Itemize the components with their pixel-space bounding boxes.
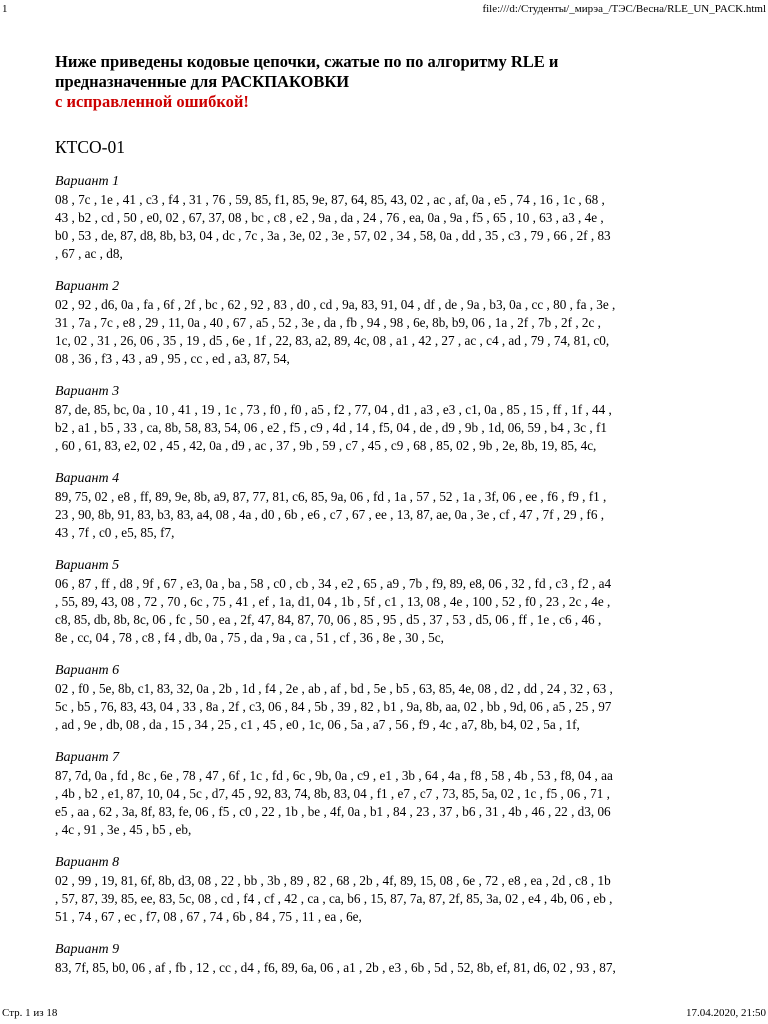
code-line: 02 , 92 , d6, 0a , fa , 6f , 2f , bc , 62 , 92 , 83 , d0 , cd , 9a, 83, 91, 04 , df , de , 9a , b3, 0a , cc , 80 , fa , 3e , bbox=[55, 297, 616, 312]
page-info: Стр. 1 из 18 bbox=[2, 1007, 58, 1019]
file-path: file:///d:/Студенты/_мирэа_/ТЭС/Весна/RLE_UN_PACK.html bbox=[482, 3, 766, 15]
title-warning: с исправленной ошибкой! bbox=[55, 92, 249, 111]
code-line: 08 , 36 , f3 , 43 , a9 , 95 , cc , ed , a3, 87, 54, bbox=[55, 351, 290, 366]
code-line: c8, 85, db, 8b, 8c, 06 , fc , 50 , ea , 2f, 47, 84, 87, 70, 06 , 85 , 95 , d5 , 37 , 53 , d5, 06 , ff , 1e , c6 , 46 , bbox=[55, 612, 602, 627]
variant-codes bbox=[55, 296, 715, 368]
variant-block bbox=[55, 383, 715, 455]
code-line: 5c , b5 , 76, 83, 43, 04 , 33 , 8a , 2f , c3, 06 , 84 , 5b , 39 , 82 , b1 , 9a, 8b, aa, 02 , bb , 9d, 06 , a5 , 25 , 97 bbox=[55, 699, 612, 714]
variant-codes bbox=[55, 767, 715, 839]
variant-codes bbox=[55, 575, 715, 647]
code-line: 08 , 7c , 1e , 41 , c3 , f4 , 31 , 76 , 59, 85, f1, 85, 9e, 87, 64, 85, 43, 02 , ac , af, 0a , e5 , 74 , 16 , 1c , 68 , bbox=[55, 192, 605, 207]
variant-codes bbox=[55, 959, 715, 977]
variant-label: Вариант 7 bbox=[55, 750, 120, 765]
document-content bbox=[55, 52, 715, 992]
variants-list bbox=[55, 173, 715, 977]
code-line: 31 , 7a , 7c , e8 , 29 , 11, 0a , 40 , 67 , a5 , 52 , 3e , da , fb , 94 , 98 , 6e, 8b, b9, 06 , 1a , 2f , 7b , 2f , 2c , bbox=[55, 315, 601, 330]
variant-codes bbox=[55, 872, 715, 926]
print-footer bbox=[0, 1006, 768, 1020]
code-line: , 67 , ac , d8, bbox=[55, 246, 123, 261]
variant-label: Вариант 4 bbox=[55, 471, 120, 486]
variant-label: Вариант 2 bbox=[55, 279, 120, 294]
code-line: 23 , 90, 8b, 91, 83, b3, 83, a4, 08 , 4a , d0 , 6b , e6 , c7 , 67 , ee , 13, 87, ae, 0a , 3e , cf , 47 , 7f , 29 , f6 , bbox=[55, 507, 605, 522]
variant-block bbox=[55, 557, 715, 647]
page-number: 1 bbox=[2, 3, 8, 15]
code-line: , 57, 87, 39, 85, ee, 83, 5c, 08 , cd , f4 , cf , 42 , ca , ca, b6 , 15, 87, 7a, 87, 2f, 85, 3a, 02 , e4 , 4b, 06 , eb , bbox=[55, 891, 613, 906]
code-line: 87, de, 85, bc, 0a , 10 , 41 , 19 , 1c , 73 , f0 , f0 , a5 , f2 , 77, 04 , d1 , a3 , e3 , c1, 0a , 85 , 15 , ff , 1f , 44 , bbox=[55, 402, 612, 417]
variant-block bbox=[55, 941, 715, 977]
variant-codes bbox=[55, 488, 715, 542]
code-line: 1c, 02 , 31 , 26, 06 , 35 , 19 , d5 , 6e , 1f , 22, 83, a2, 89, 4c, 08 , a1 , 42 , 27 , ac , c4 , ad , 79 , 74, 81, c0, bbox=[55, 333, 610, 348]
code-line: , 4b , b2 , e1, 87, 10, 04 , 5c , d7, 45 , 92, 83, 74, 8b, 83, 04 , f1 , e7 , c7 , 73, 85, 5a, 02 , 1c , f5 , 06 , 71 , bbox=[55, 786, 610, 801]
code-line: , 55, 89, 43, 08 , 72 , 70 , 6c , 75 , 41 , ef , 1a, d1, 04 , 1b , 5f , c1 , 13, 08 , 4e , 100 , 52 , f0 , 23 , 2c , 4e , bbox=[55, 594, 611, 609]
variant-codes bbox=[55, 191, 715, 263]
code-line: , 60 , 61, 83, e2, 02 , 45 , 42, 0a , d9 , ac , 37 , 9b , 59 , c7 , 45 , c9 , 68 , 85, 02 , 9b , 2e, 8b, 19, 85, 4c, bbox=[55, 438, 597, 453]
code-line: 43 , b2 , cd , 50 , e0, 02 , 67, 37, 08 , bc , c8 , e2 , 9a , da , 24 , 76 , ea, 0a , 9a , f5 , 65 , 10 , 63 , a3 , 4e , bbox=[55, 210, 604, 225]
print-header bbox=[0, 2, 768, 16]
variant-codes bbox=[55, 680, 715, 734]
variant-block bbox=[55, 278, 715, 368]
variant-block bbox=[55, 749, 715, 839]
variant-label: Вариант 5 bbox=[55, 558, 120, 573]
variant-label: Вариант 3 bbox=[55, 384, 120, 399]
variant-label: Вариант 6 bbox=[55, 663, 120, 678]
code-line: b2 , a1 , b5 , 33 , ca, 8b, 58, 83, 54, 06 , e2 , f5 , c9 , 4d , 14 , f5, 04 , de , d9 , 9b , 1d, 06, 59 , b4 , 3c , f1 bbox=[55, 420, 607, 435]
code-line: b0 , 53 , de, 87, d8, 8b, b3, 04 , dc , 7c , 3a , 3e, 02 , 3e , 57, 02 , 34 , 58, 0a , dd , 35 , c3 , 79 , 66 , 2f , 83 bbox=[55, 228, 611, 243]
section-title: КТСО-01 bbox=[55, 137, 125, 157]
page-title bbox=[55, 52, 715, 112]
code-line: 06 , 87 , ff , d8 , 9f , 67 , e3, 0a , ba , 58 , c0 , cb , 34 , e2 , 65 , a9 , 7b , f9, 89, e8, 06 , 32 , fd , c3 , f2 , a4 bbox=[55, 576, 612, 591]
variant-block bbox=[55, 662, 715, 734]
code-line: 87, 7d, 0a , fd , 8c , 6e , 78 , 47 , 6f , 1c , fd , 6c , 9b, 0a , c9 , e1 , 3b , 64 , 4a , f8 , 58 , 4b , 53 , f8, 04 , aa bbox=[55, 768, 613, 783]
print-datetime: 17.04.2020, 21:50 bbox=[685, 1007, 766, 1019]
code-line: e5 , aa , 62 , 3a, 8f, 83, fe, 06 , f5 , c0 , 22 , 1b , be , 4f, 0a , b1 , 84 , 23 , 37 , b6 , 31 , 4b , 46 , 22 , d3, 06 bbox=[55, 804, 611, 819]
variant-label: Вариант 1 bbox=[55, 174, 120, 189]
code-line: 89, 75, 02 , e8 , ff, 89, 9e, 8b, a9, 87, 77, 81, c6, 85, 9a, 06 , fd , 1a , 57 , 52 , 1a , 3f, 06 , ee , f6 , f9 , f1 , bbox=[55, 489, 607, 504]
code-line: 02 , f0 , 5e, 8b, c1, 83, 32, 0a , 2b , 1d , f4 , 2e , ab , af , bd , 5e , b5 , 63, 85, 4e, 08 , d2 , dd , 24 , 32 , 63 , bbox=[55, 681, 613, 696]
variant-codes bbox=[55, 401, 715, 455]
code-line: 02 , 99 , 19, 81, 6f, 8b, d3, 08 , 22 , bb , 3b , 89 , 82 , 68 , 2b , 4f, 89, 15, 08 , 6e , 72 , e8 , ea , 2d , c8 , 1b bbox=[55, 873, 611, 888]
variant-label: Вариант 9 bbox=[55, 942, 120, 957]
code-line: 51 , 74 , 67 , ec , f7, 08 , 67 , 74 , 6b , 84 , 75 , 11 , ea , 6e, bbox=[55, 909, 362, 924]
variant-block bbox=[55, 173, 715, 263]
code-line: 83, 7f, 85, b0, 06 , af , fb , 12 , cc , d4 , f6, 89, 6a, 06 , a1 , 2b , e3 , 6b , 5d , 52, 8b, ef, 81, d6, 02 , 93 , 87, bbox=[55, 960, 616, 975]
variant-label: Вариант 8 bbox=[55, 855, 120, 870]
variant-block bbox=[55, 470, 715, 542]
code-line: , 4c , 91 , 3e , 45 , b5 , eb, bbox=[55, 822, 192, 837]
title-line-2: предназначенные для РАСКПАКОВКИ bbox=[55, 72, 350, 91]
code-line: 43 , 7f , c0 , e5, 85, f7, bbox=[55, 525, 175, 540]
code-line: 8e , cc, 04 , 78 , c8 , f4 , db, 0a , 75 , da , 9a , ca , 51 , cf , 36 , 8e , 30 , 5c, bbox=[55, 630, 444, 645]
variant-block bbox=[55, 854, 715, 926]
code-line: , ad , 9e , db, 08 , da , 15 , 34 , 25 , c1 , 45 , e0 , 1c, 06 , 5a , a7 , 56 , f9 , 4c , a7, 8b, b4, 02 , 5a , 1f, bbox=[55, 717, 580, 732]
title-line-1: Ниже приведены кодовые цепочки, сжатые по по алгоритму RLE и bbox=[55, 52, 559, 71]
